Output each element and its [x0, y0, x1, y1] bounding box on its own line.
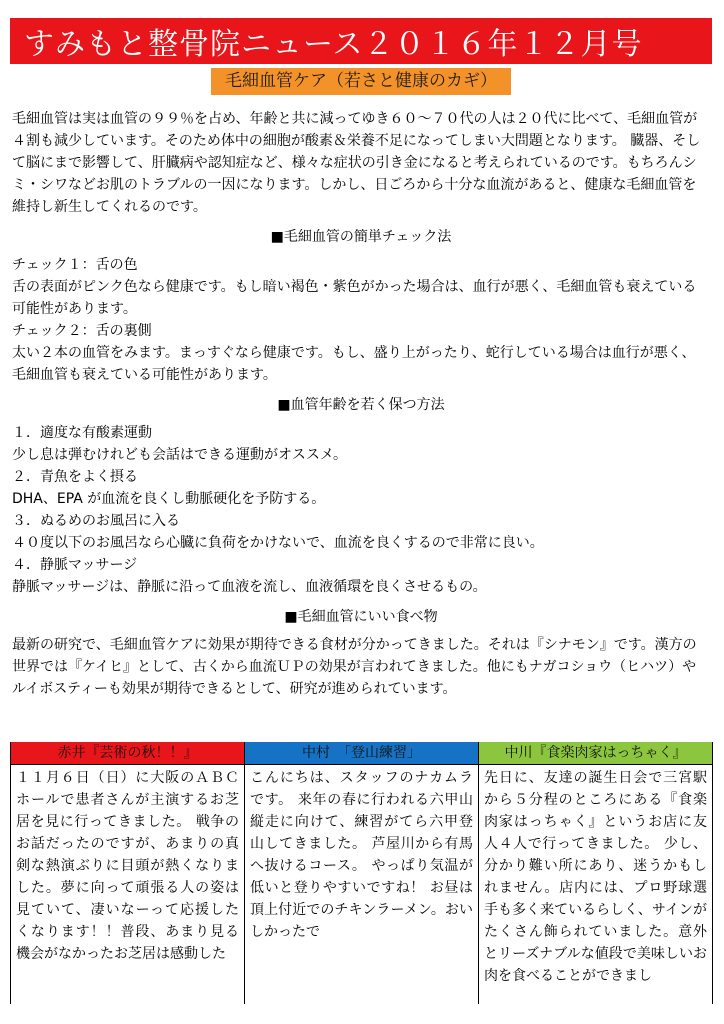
method-text-4: 静脈マッサージは、静脈に沿って血液を流し、血液循環を良くさせるもの。: [12, 579, 487, 595]
staff-column-text: こんにちは、スタッフのナカムラです。 来年の春に行われる六甲山縦走に向けて、練習がてら六甲登山してきました。 芦屋川から有馬へ抜けるコース。 やっぱり気温が低いと登りやすいですね！ お昼は頂上付近でのチキンラーメン。おいしかったで: [250, 770, 473, 940]
check-label-2: チェック２：舌の裏側: [12, 323, 152, 339]
feature-title-wrap: [10, 68, 712, 98]
check-text-2: 太い２本の血管をみます。まっすぐなら健康です。もし、盛り上がったり、蛇行している場合は血行が悪く、毛細血管も衰えている可能性があります。: [12, 345, 696, 383]
staff-column-akai: [11, 742, 245, 1004]
check-text-1: 舌の表面がピンク色なら健康です。もし暗い褐色・紫色がかった場合は、血行が悪く、毛細血管も衰えている可能性があります。: [12, 279, 697, 317]
staff-column-nakagawa: [479, 742, 713, 1004]
method-title-1: １．適度な有酸素運動: [12, 425, 152, 441]
staff-column-header: 中川『食楽肉家はっちゃく』: [479, 742, 712, 765]
check-heading: ■毛細血管の簡単チェック法: [270, 229, 452, 245]
staff-column-nakamura: [245, 742, 479, 1004]
method-text-1: 少し息は弾むけれども会話はできる運動がオススメ。: [12, 447, 348, 463]
staff-column-header: 赤井『芸術の秋！！』: [11, 742, 244, 765]
check-list: [10, 254, 712, 386]
foods-heading: ■毛細血管にいい食べ物: [284, 609, 438, 625]
method-text-2: DHA、EPA が血流を良くし動脈硬化を予防する。: [12, 491, 326, 507]
methods-list: [10, 422, 712, 598]
method-title-3: ３．ぬるめのお風呂に入る: [12, 513, 180, 529]
staff-column-header: 中村 「登山練習」: [245, 742, 478, 765]
method-text-3: ４０度以下のお風呂なら心臓に負荷をかけないで、血流を良くするので非常に良い。: [12, 535, 544, 551]
staff-column-text: １１月６日（日）に大阪のＡＢＣホールで患者さんが主演するお芝居を見に行ってきました。 戦争のお話だったのですが、あまりの真剣な熱演ぶりに目頭が熱くなりました。夢に向って頑張る人の姿は見ていて、凄いなーって応援したくなります！！普段、あまり見る機会がなかったお芝居は感動した: [16, 770, 239, 962]
methods-heading: ■血管年齢を若く保つ方法: [277, 397, 445, 413]
newsletter-title-banner: [10, 18, 712, 64]
staff-column-text: 先日に、友達の誕生日会で三宮駅から５分程のところにある『食楽肉家はっちゃく』というお店に友人４人で行ってきました。 少し、分かり難い所にあり、迷うかもしれません。店内には、プロ野球選手も多く来ているらしく、サインがたくさん飾られていました。意外とリーズナブルな値段で美味しいお肉を食べることができまし: [484, 770, 707, 984]
method-title-4: ４．静脈マッサージ: [12, 557, 138, 573]
check-label-1: チェック１：舌の色: [12, 257, 138, 273]
newsletter-title: すみもと整骨院ニュース２０１６年１２月号: [24, 27, 643, 62]
staff-columns: [10, 742, 713, 1004]
method-title-2: ２．青魚をよく摂る: [12, 469, 138, 485]
newsletter-page: [10, 18, 712, 984]
feature-intro: 毛細血管は実は血管の９９％を占め、年齢と共に減ってゆき６０〜７０代の人は２０代に比べて、毛細血管が４割も減少しています。そのため体中の細胞が酸素＆栄養不足になってしまい大問題となります。 臓器、そして脳にまで影響して、肝臓病や認知症など、様々な症状の引き金になると考えられているのです。もちろんシミ・シワなどお肌のトラブルの一因になります。しかし、日ごろから十分な血流があると、健康な毛細血管を維持し新生してくれるのです。: [12, 111, 701, 215]
foods-text: 最新の研究で、毛細血管ケアに効果が期待できる食材が分かってきました。それは『シナモン』です。漢方の世界では『ケイヒ』として、古くから血流ＵＰの効果が言われてきました。他にもナガコショウ（ヒハツ）やルイボスティーも効果が期待できるとして、研究が進められています。: [12, 637, 697, 697]
feature-title: 毛細血管ケア（若さと健康のカギ）: [211, 68, 511, 95]
